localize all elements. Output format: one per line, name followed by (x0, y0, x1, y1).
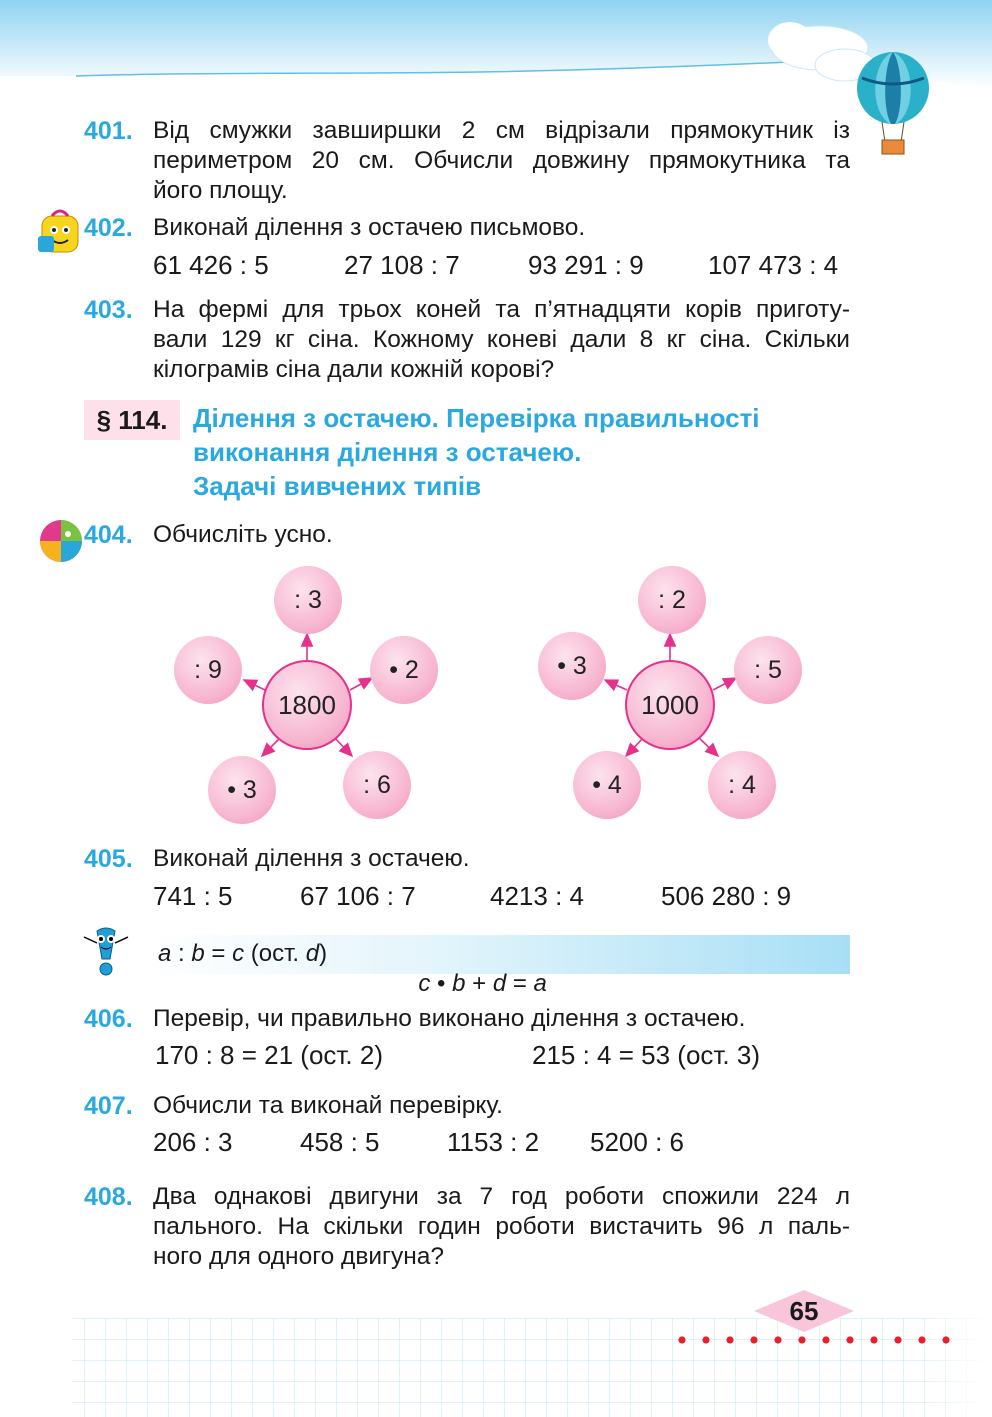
star2-op-top: : 2 (638, 566, 706, 634)
task-404-number: 404. (84, 521, 133, 549)
task-406-number: 406. (84, 1005, 133, 1033)
task-407-expr-3: 1153 : 2 (447, 1127, 540, 1157)
star1-center: 1800 (262, 660, 352, 750)
rule-formula-1: a : b = c (ост. d) (158, 940, 328, 967)
star1-op-left: : 9 (174, 636, 242, 704)
star1-op-top: : 3 (274, 566, 342, 634)
task-405-number: 405. (84, 845, 133, 873)
task-401-text: Від смужки завширшки 2 см відрізали прямокутник із периметром 20 см. Обчисли довжину прямокутника та його площу. (153, 117, 850, 204)
task-405-expr-1: 741 : 5 (153, 881, 233, 911)
rule-formula-2: c • b + d = a (418, 970, 547, 997)
star2-center: 1000 (625, 660, 715, 750)
task-405-expr-4: 506 280 : 9 (661, 881, 792, 911)
task-402-expr-3: 93 291 : 9 (528, 250, 644, 280)
star1-op-bottom-left: • 3 (208, 756, 276, 824)
top-sky-decoration (0, 0, 992, 110)
task-407-expr-2: 458 : 5 (300, 1127, 380, 1157)
star2-op-left: • 3 (538, 632, 606, 700)
task-407-expr-4: 5200 : 6 (590, 1127, 684, 1157)
task-406-expr-1: 170 : 8 = 21 (ост. 2) (155, 1040, 383, 1070)
task-404-text: Обчисліть усно. (153, 521, 333, 548)
star1-op-bottom-right: : 6 (343, 751, 411, 819)
task-401-number: 401. (84, 117, 133, 145)
section-label: § 114. (84, 400, 180, 440)
exclamation-mascot-icon (80, 925, 132, 977)
task-402-number: 402. (84, 214, 133, 242)
star-diagram-arrows (0, 560, 992, 840)
puzzle-icon (38, 518, 84, 564)
task-402-text: Виконай ділення з остачею письмово. (153, 214, 586, 241)
task-403-text: На фермі для трьох коней та п’ятнадцяти корів приготу- вали 129 кг сіна. Кожному коневі дали 8 кг сіна. Скільки кілограмів сіна дали кожній корові? (153, 296, 850, 383)
task-402-expr-1: 61 426 : 5 (153, 250, 269, 280)
backpack-icon (38, 208, 84, 256)
star2-op-bottom-right: : 4 (708, 751, 776, 819)
task-406-text: Перевір, чи правильно виконано ділення з остачею. (153, 1005, 746, 1032)
page-number: 65 (789, 1296, 819, 1326)
star1-op-right: • 2 (370, 636, 438, 704)
task-407-text: Обчисли та виконай перевірку. (153, 1092, 503, 1119)
section-title: Ділення з остачею. Перевірка правильності виконання ділення з остачею. Задачі вивчених типів (193, 403, 760, 501)
red-dots-decoration (672, 1332, 972, 1348)
star2-op-right: : 5 (734, 636, 802, 704)
task-403-number: 403. (84, 296, 133, 324)
task-402-expr-2: 27 108 : 7 (344, 250, 460, 280)
star2-op-bottom-left: • 4 (573, 751, 641, 819)
task-402-expr-4: 107 473 : 4 (708, 250, 839, 280)
task-406-expr-2: 215 : 4 = 53 (ост. 3) (532, 1040, 760, 1070)
task-405-expr-3: 4213 : 4 (490, 881, 584, 911)
balloon-icon (852, 50, 934, 158)
task-405-text: Виконай ділення з остачею. (153, 845, 470, 872)
task-407-number: 407. (84, 1092, 133, 1120)
task-408-number: 408. (84, 1183, 133, 1211)
task-407-expr-1: 206 : 3 (153, 1127, 233, 1157)
task-408-text: Два однакові двигуни за 7 год роботи спожили 224 л пального. На скільки годин роботи вистачить 96 л паль- ного для одного двигуна? (153, 1183, 850, 1270)
task-405-expr-2: 67 106 : 7 (300, 881, 416, 911)
